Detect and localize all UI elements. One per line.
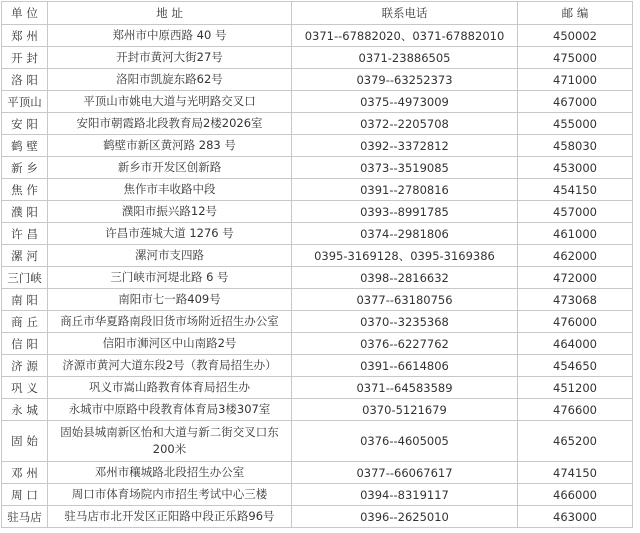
contact-table — [1, 1, 633, 528]
postcode-cell: 454150 — [518, 179, 633, 201]
postcode-cell: 465200 — [518, 421, 633, 462]
postcode-cell: 474150 — [518, 462, 633, 484]
address-cell: 济源市黄河大道东段2号（教育局招生办） — [48, 355, 292, 377]
table-row — [2, 157, 633, 179]
unit-cell: 济 源 — [2, 355, 48, 377]
table-row — [2, 267, 633, 289]
phone-cell: 0394--8319117 — [292, 484, 518, 506]
phone-cell: 0379--63252373 — [292, 69, 518, 91]
table-row — [2, 421, 633, 462]
unit-cell: 南 阳 — [2, 289, 48, 311]
address-cell: 许昌市莲城大道 1276 号 — [48, 223, 292, 245]
phone-cell: 0396--2625010 — [292, 506, 518, 528]
postcode-cell: 476600 — [518, 399, 633, 421]
table-row — [2, 91, 633, 113]
phone-cell: 0375--4973009 — [292, 91, 518, 113]
unit-cell: 焦 作 — [2, 179, 48, 201]
table-row — [2, 245, 633, 267]
address-cell: 鹤壁市新区黄河路 283 号 — [48, 135, 292, 157]
table-row — [2, 25, 633, 47]
address-cell: 巩义市嵩山路教育体育局招生办 — [48, 377, 292, 399]
table-row — [2, 333, 633, 355]
phone-cell: 0391--6614806 — [292, 355, 518, 377]
table-body — [2, 25, 633, 528]
table-row — [2, 113, 633, 135]
unit-cell: 邓 州 — [2, 462, 48, 484]
unit-cell: 信 阳 — [2, 333, 48, 355]
phone-cell: 0377--66067617 — [292, 462, 518, 484]
phone-cell: 0373--3519085 — [292, 157, 518, 179]
phone-cell: 0395-3169128、0395-3169386 — [292, 245, 518, 267]
table-row — [2, 47, 633, 69]
phone-cell: 0393--8991785 — [292, 201, 518, 223]
phone-cell: 0371--64583589 — [292, 377, 518, 399]
phone-cell: 0391--2780816 — [292, 179, 518, 201]
postcode-cell: 462000 — [518, 245, 633, 267]
phone-cell: 0371-23886505 — [292, 47, 518, 69]
header-unit: 单 位 — [2, 2, 48, 25]
address-cell: 新乡市开发区创新路 — [48, 157, 292, 179]
address-cell: 濮阳市振兴路12号 — [48, 201, 292, 223]
postcode-cell: 472000 — [518, 267, 633, 289]
unit-cell: 濮 阳 — [2, 201, 48, 223]
address-cell: 洛阳市凯旋东路62号 — [48, 69, 292, 91]
header-phone: 联系电话 — [292, 2, 518, 25]
unit-cell: 固 始 — [2, 421, 48, 462]
table-row — [2, 135, 633, 157]
phone-cell: 0371--67882020、0371-67882010 — [292, 25, 518, 47]
phone-cell: 0376--6227762 — [292, 333, 518, 355]
address-cell: 信阳市浉河区中山南路2号 — [48, 333, 292, 355]
unit-cell: 开 封 — [2, 47, 48, 69]
table-row — [2, 289, 633, 311]
postcode-cell: 471000 — [518, 69, 633, 91]
unit-cell: 洛 阳 — [2, 69, 48, 91]
address-cell: 永城市中原路中段教育体育局3楼307室 — [48, 399, 292, 421]
postcode-cell: 457000 — [518, 201, 633, 223]
postcode-cell: 450002 — [518, 25, 633, 47]
address-cell: 南阳市七一路409号 — [48, 289, 292, 311]
address-cell: 固始县城南新区怡和大道与新二街交叉口东200米 — [48, 421, 292, 462]
address-cell: 驻马店市北开发区正阳路中段正乐路96号 — [48, 506, 292, 528]
unit-cell: 驻马店 — [2, 506, 48, 528]
postcode-cell: 463000 — [518, 506, 633, 528]
table-row — [2, 311, 633, 333]
postcode-cell: 476000 — [518, 311, 633, 333]
unit-cell: 商 丘 — [2, 311, 48, 333]
table-row — [2, 462, 633, 484]
unit-cell: 平顶山 — [2, 91, 48, 113]
postcode-cell: 461000 — [518, 223, 633, 245]
unit-cell: 周 口 — [2, 484, 48, 506]
postcode-cell: 467000 — [518, 91, 633, 113]
address-cell: 平顶山市姚电大道与光明路交叉口 — [48, 91, 292, 113]
postcode-cell: 458030 — [518, 135, 633, 157]
table-row — [2, 399, 633, 421]
table-row — [2, 179, 633, 201]
table-row — [2, 69, 633, 91]
postcode-cell: 466000 — [518, 484, 633, 506]
postcode-cell: 454650 — [518, 355, 633, 377]
phone-cell: 0376--4605005 — [292, 421, 518, 462]
address-cell: 三门峡市河堤北路 6 号 — [48, 267, 292, 289]
phone-cell: 0370-5121679 — [292, 399, 518, 421]
header-postcode: 邮 编 — [518, 2, 633, 25]
address-cell: 郑州市中原西路 40 号 — [48, 25, 292, 47]
table-row — [2, 377, 633, 399]
postcode-cell: 453000 — [518, 157, 633, 179]
unit-cell: 三门峡 — [2, 267, 48, 289]
unit-cell: 巩 义 — [2, 377, 48, 399]
address-cell: 邓州市穰城路北段招生办公室 — [48, 462, 292, 484]
unit-cell: 漯 河 — [2, 245, 48, 267]
table-header — [2, 2, 633, 25]
unit-cell: 永 城 — [2, 399, 48, 421]
header-address: 地 址 — [48, 2, 292, 25]
postcode-cell: 464000 — [518, 333, 633, 355]
unit-cell: 许 昌 — [2, 223, 48, 245]
phone-cell: 0392--3372812 — [292, 135, 518, 157]
address-cell: 开封市黄河大街27号 — [48, 47, 292, 69]
table-row — [2, 201, 633, 223]
address-cell: 焦作市丰收路中段 — [48, 179, 292, 201]
table-row — [2, 355, 633, 377]
phone-cell: 0372--2205708 — [292, 113, 518, 135]
phone-cell: 0374--2981806 — [292, 223, 518, 245]
table-row — [2, 223, 633, 245]
postcode-cell: 455000 — [518, 113, 633, 135]
unit-cell: 安 阳 — [2, 113, 48, 135]
phone-cell: 0370--3235368 — [292, 311, 518, 333]
address-cell: 周口市体育场院内市招生考试中心三楼 — [48, 484, 292, 506]
unit-cell: 新 乡 — [2, 157, 48, 179]
table-row — [2, 484, 633, 506]
postcode-cell: 475000 — [518, 47, 633, 69]
address-cell: 商丘市华夏路南段旧货市场附近招生办公室 — [48, 311, 292, 333]
header-row — [2, 2, 633, 25]
unit-cell: 鹤 壁 — [2, 135, 48, 157]
address-cell: 安阳市朝霞路北段教育局2楼2026室 — [48, 113, 292, 135]
table-row — [2, 506, 633, 528]
phone-cell: 0377--63180756 — [292, 289, 518, 311]
address-cell: 漯河市支四路 — [48, 245, 292, 267]
phone-cell: 0398--2816632 — [292, 267, 518, 289]
postcode-cell: 473068 — [518, 289, 633, 311]
postcode-cell: 451200 — [518, 377, 633, 399]
unit-cell: 郑 州 — [2, 25, 48, 47]
